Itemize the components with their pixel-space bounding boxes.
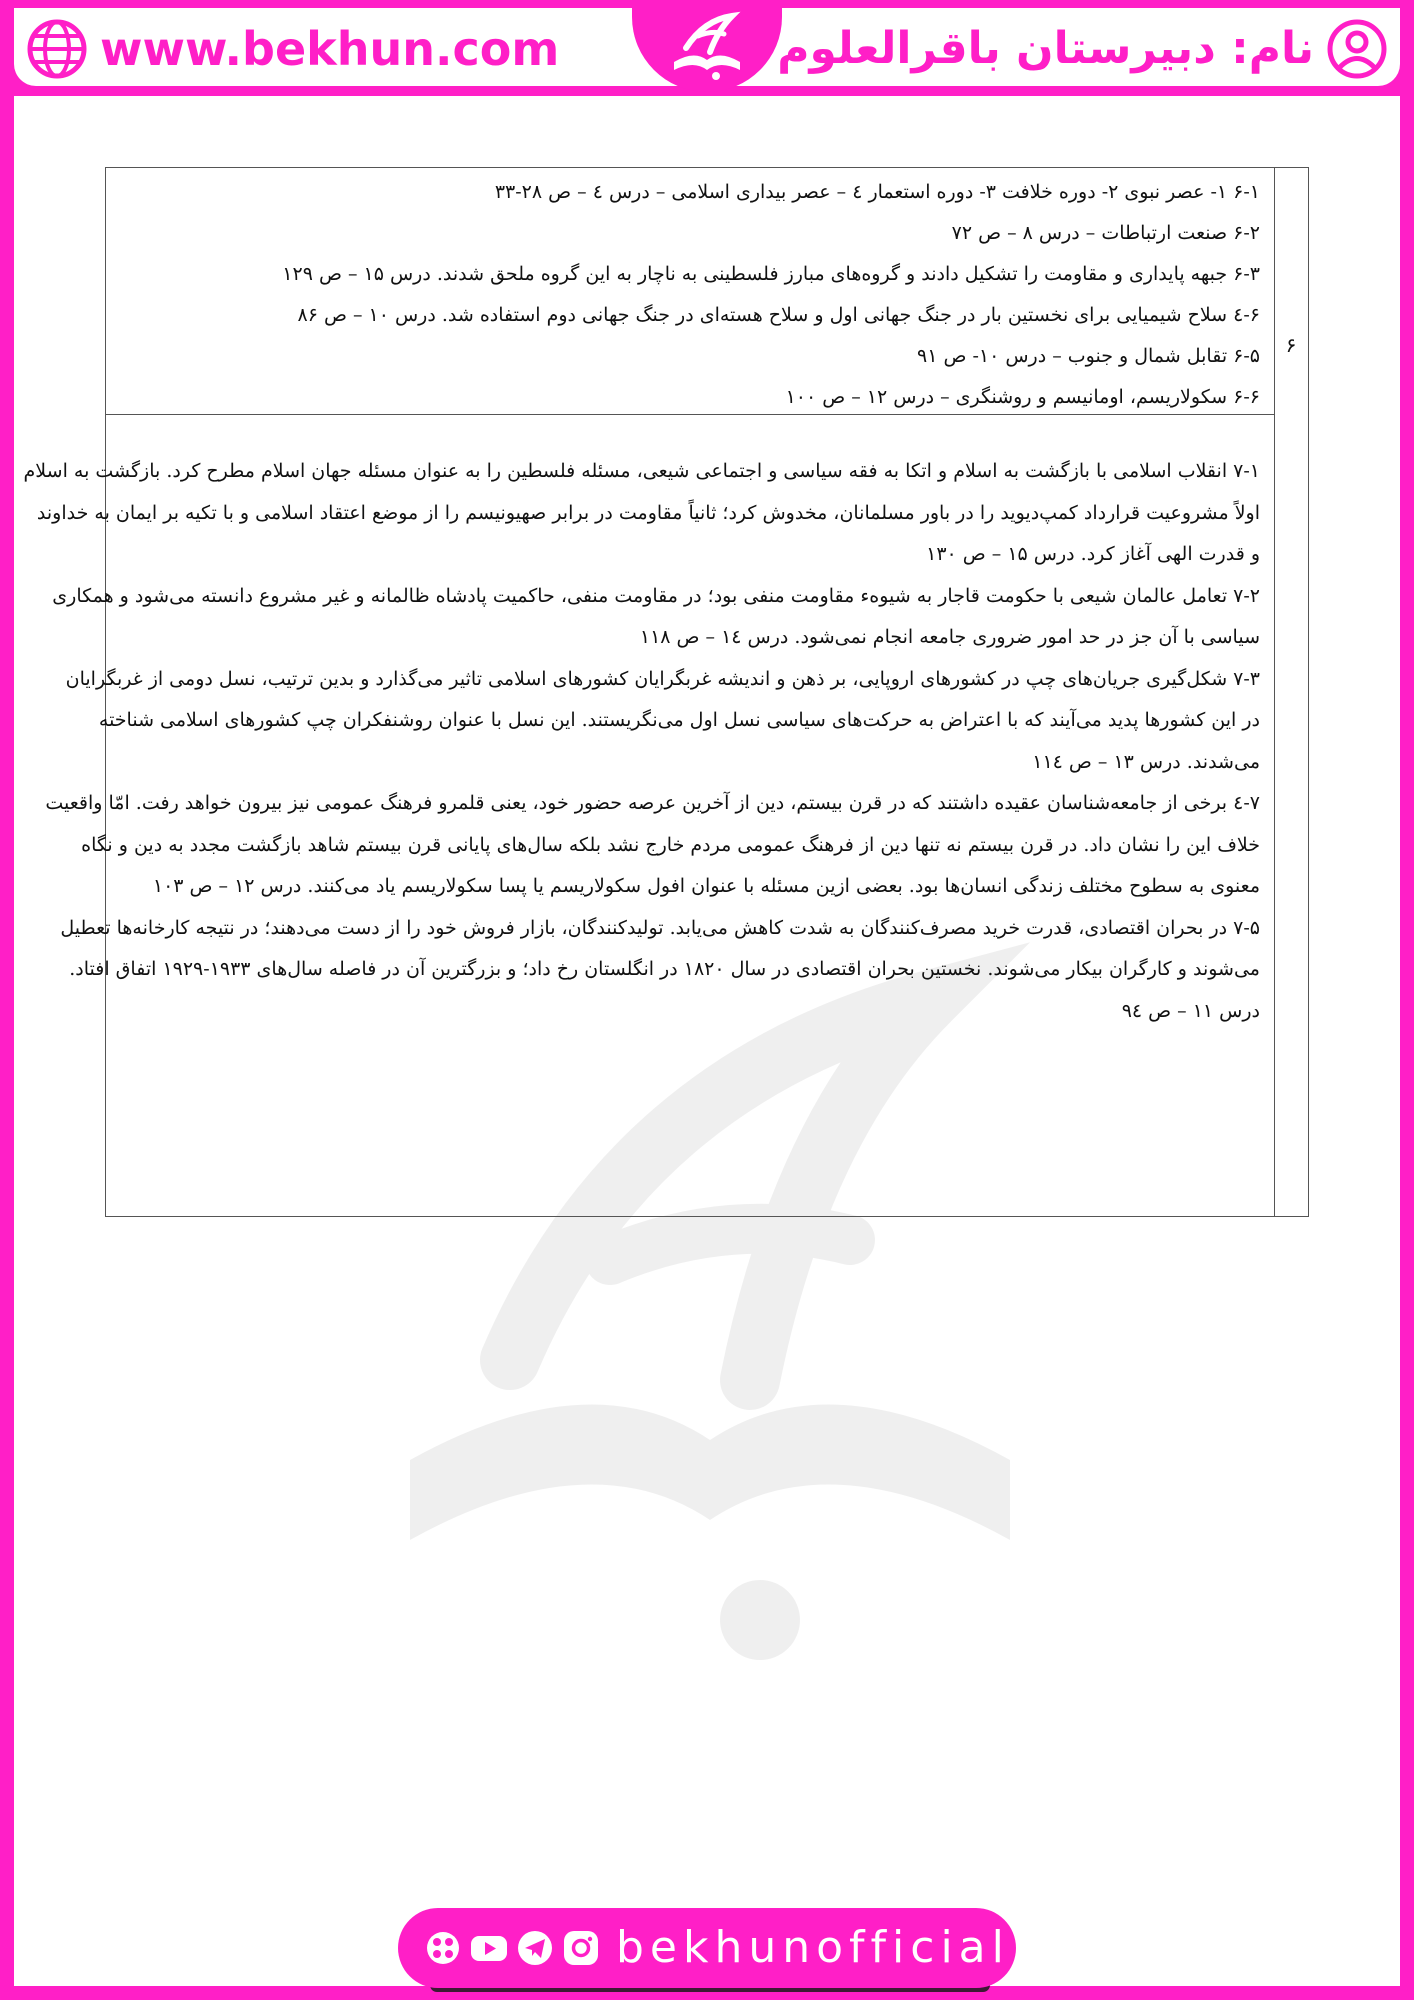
school-name-title: نام: دبیرستان باقرالعلوم: [777, 23, 1314, 74]
answer-line: ۶-۶ سکولاریسم، اومانیسم و روشنگری – درس ۱۲ – ص ۱۰۰: [785, 386, 1260, 408]
answer-line: ۶-۱ ۱- عصر نبوی ۲- دوره خلافت ۳- دوره استعمار ٤ – عصر بیداری اسلامی – درس ٤ – ص ۲۸-۳۳: [494, 181, 1260, 203]
answer-line: ۷-۵ در بحران اقتصادی، قدرت خرید مصرف‌کنندگان به شدت کاهش می‌یابد. تولیدکنندگان، بازار فروش خود را از دست می‌دهند؛ در نتیجه کارخانه‌ها تعطیل: [60, 916, 1260, 939]
answer-paragraph: [45, 783, 1260, 908]
question-number-column: [1274, 168, 1308, 1216]
answer-line: ۷-۱ انقلاب اسلامی با بازگشت به اسلام و اتکا به فقه سیاسی و اجتماعی شیعی، مسئله فلسطین را به عنوان مسئله جهان اسلام مطرح کرد. بازگشت به اسلام: [23, 460, 1260, 482]
answer-table: [23, 167, 1309, 1217]
answer-line: در این کشورها پدید می‌آیند که با اعتراض به حرکت‌های سیاسی نسل اول می‌نگریستند. این نسل با عنوان روشنفکران چپ کشورهای اسلامی شناخته: [98, 709, 1260, 731]
answer-line: ۶-۳ جبهه پایداری و مقاومت را تشکیل دادند و گروه‌های مبارز فلسطینی به ناچار به این گروه ملحق شدند. درس ۱۵ – ص ۱۲۹: [282, 263, 1260, 285]
answer-line: معنوی به سطوح مختلف زندگی انسان‌ها بود. بعضی ازین مسئله با عنوان افول سکولاریسم یا پسا سکولاریسم یاد می‌کنند. درس ۱۲ – ص ۱۰۳: [152, 875, 1260, 897]
answer-line: اولاً مشروعیت قرارداد کمپ‌دیوید را در باور مسلمانان، مخدوش کرد؛ ثانیاً مقاومت در برابر صهیونیسم را از موضع اعتقاد اسلامی و با تکیه بر ایمان به خداوند: [36, 501, 1260, 524]
row-divider: [106, 414, 1274, 415]
answer-line: ۷-۲ تعامل عالمان شیعی با حکومت قاجار به شیوهء مقاومت منفی بود؛ در مقاومت منفی، حاکمیت پادشاه ظالمانه و غیر مشروع دانسته می‌شود و همکاری: [52, 584, 1260, 607]
footer-social-bar: [398, 1908, 1016, 1988]
answer-line: ۶-۲ صنعت ارتباطات – درس ۸ – ص ۷۲: [951, 222, 1260, 244]
telegram-icon[interactable]: [516, 1927, 554, 1969]
answer-line: سیاسی با آن جز در حد امور ضروری جامعه انجام نمی‌شود. درس ۱٤ – ص ۱۱۸: [639, 626, 1260, 648]
aparat-icon[interactable]: [424, 1927, 462, 1969]
answer-line: ۶-۵ تقابل شمال و جنوب – درس ۱۰- ص ۹۱: [917, 345, 1260, 367]
answer-line: ۶-٤ سلاح شیمیایی برای نخستین بار در جنگ جهانی اول و سلاح هسته‌ای در جنگ جهانی دوم استفاده شد. درس ۱۰ – ص ۸۶: [297, 304, 1260, 326]
answers-q6: [116, 172, 1260, 418]
answer-line: و قدرت الهی آغاز کرد. درس ۱۵ – ص ۱۳۰: [926, 543, 1260, 565]
answer-line: می‌شوند و کارگران بیکار می‌شوند. نخستین بحران اقتصادی در سال ۱۸۲۰ در انگلستان رخ داد؛ و بزرگترین آن در فاصله سال‌های ۱۹۳۳-۱۹۲۹ اتفاق افتاد.: [69, 958, 1260, 980]
social-icons: [424, 1927, 600, 1969]
answer-paragraph: [23, 451, 1260, 576]
answer-paragraph: [60, 908, 1260, 1033]
site-url-link[interactable]: www.bekhun.com: [100, 22, 560, 76]
answer-paragraph: [52, 576, 1260, 659]
answer-line: خلاف این را نشان داد. در قرن بیستم نه تنها دین از فرهنگ عمومی مردم خارج نشد بلکه سال‌های پایانی قرن بیستم شاهد بازگشت مجدد به دین و نگاه: [81, 833, 1260, 856]
youtube-icon[interactable]: [470, 1927, 508, 1969]
answer-line: درس ۱۱ – ص ۹٤: [1121, 999, 1260, 1022]
social-handle[interactable]: bekhunofficial: [616, 1922, 1010, 1973]
answers-q7: [23, 451, 1260, 1032]
answer-paragraph: [65, 659, 1260, 784]
answer-line: ۷-٤ برخی از جامعه‌شناسان عقیده داشتند که در قرن بیستم، دین از آخرین عرصه حضور خود، یعنی قلمرو فرهنگ عمومی نیز بیرون خواهد رفت. امّا واقعیت: [45, 792, 1260, 814]
answer-line: ۷-۳ شکل‌گیری جریان‌های چپ در کشورهای اروپایی، بر ذهن و اندیشه غربگرایان کشورهای اسلامی تاثیر می‌گذارد و بدین ترتیب، نسل دومی از غربگرایان: [65, 667, 1260, 690]
answer-line: می‌شدند. درس ۱۳ – ص ۱۱٤: [1032, 750, 1260, 773]
question-number: ۶: [1285, 333, 1297, 357]
instagram-icon[interactable]: [562, 1927, 600, 1969]
